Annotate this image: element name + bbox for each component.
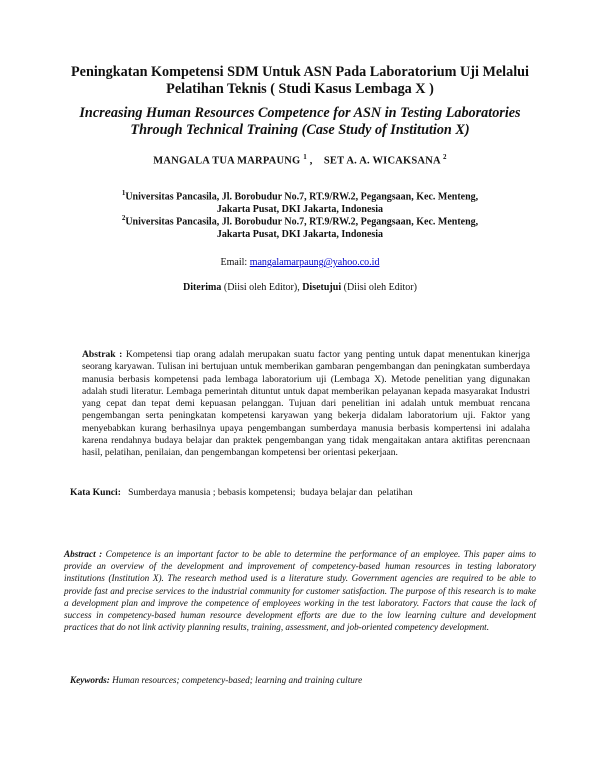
abstract-text: Competence is an important factor to be able to determine the performance of an employee. This paper aims to provide an overview of the development and improvement of competency-based human resources in testing laboratory institutions (Institution X). The research method used is a literature study. Government agencies are required to be able to provide fast and precise services to the industrial community for customer satisfaction. The purpose of this research is to make a development plan and improve the competence of employees working in the test laboratory. Factors that cause the lack of success in competency-based human resource development efforts are due to the low learning culture and development practices that do not link activity planning results, training, assessment, and job-oriented competency development.	[64, 549, 536, 633]
title-indonesian	[60, 64, 540, 98]
affiliation-2-line2: Jakarta Pusat, DKI Jakarta, Indonesia	[216, 229, 384, 241]
title-english-line2: Through Technical Training (Case Study of Institution X)	[130, 122, 470, 138]
email-line	[0, 257, 600, 268]
abstract-paragraph	[64, 548, 536, 633]
affiliation-1-line2: Jakarta Pusat, DKI Jakarta, Indonesia	[216, 204, 384, 216]
abstrak-label: Abstrak :	[82, 349, 126, 360]
abstract-label: Abstract :	[64, 549, 106, 559]
author-separator: ,	[306, 155, 324, 167]
affiliation-1-line1: Universitas Pancasila, Jl. Borobudur No.7, RT.9/RW.2, Pegangsaan, Kec. Menteng,	[125, 191, 479, 203]
title-english-line1: Increasing Human Resources Competence for ASN in Testing Laboratories	[79, 105, 521, 121]
dates-line	[0, 282, 600, 293]
kata-kunci-text: Sumberdaya manusia ; bebasis kompetensi; budaya belajar dan pelatihan	[123, 487, 413, 498]
kata-kunci-line	[70, 487, 530, 498]
email-label: Email:	[220, 257, 250, 268]
affiliation-2-line1: Universitas Pancasila, Jl. Borobudur No.7, RT.9/RW.2, Pegangsaan, Kec. Menteng,	[125, 216, 479, 228]
keywords-text: Human resources; competency-based; learning and training culture	[112, 675, 363, 685]
affiliation-2	[0, 212, 600, 241]
title-indonesian-line1: Peningkatan Kompetensi SDM Untuk ASN Pada Laboratorium Uji Melalui	[71, 64, 529, 80]
author-1: MANGALA TUA MARPAUNG	[153, 155, 301, 167]
abstrak-text: Kompetensi tiap orang adalah merupakan suatu factor yang penting untuk dapat menentukan kinerjga seorang karyawan. Tulisan ini bertujuan untuk memberikan gambaran pengembangan dan peningkatan sumberdaya manusia berbasis kompetensi pada lembaga laboratorium uji (Lembaga X). Metode penelitian yang digunakan adalah studi literatur. Lembaga pemerintah dituntut untuk dapat memberikan pelayanan kepada masyarakat Industri yang cepat dan tepat demi kepuasan pelanggan. Tujuan dari penelitian ini adalah untuk membuat rencana pengembangan serta peningkatan kompetensi karyawan yang bekerja didalam laboratorium uji. Faktor yang menyebabkan kurang berhasilnya upaya pengembangan sumberdaya manusia berbasis kompertensi ini adalaha karena rendahnya budaya belajar dan praktek pengembangan yang tidak mengaitakan antara aktifitas perencnaan hasil, pelatihan, penilaian, dan pengembangan kompetensi ber orientasi pekerjaan.	[82, 349, 530, 459]
title-english	[60, 105, 540, 139]
affiliation-2-sup: 2	[121, 214, 126, 222]
diterima-label: Diterima	[183, 282, 222, 293]
affiliation-1-sup: 1	[121, 189, 126, 197]
disetujui-value: (Diisi oleh Editor)	[341, 282, 417, 293]
author-1-sup: 1	[303, 153, 307, 161]
disetujui-label: Disetujui	[302, 282, 342, 293]
kata-kunci-label: Kata Kunci:	[70, 487, 124, 498]
keywords-line	[70, 675, 530, 685]
author-2: SET A. A. WICAKSANA	[323, 155, 441, 167]
author-2-sup: 2	[443, 153, 447, 161]
title-indonesian-line2: Pelatihan Teknis ( Studi Kasus Lembaga X )	[166, 81, 434, 97]
email-link[interactable]: mangalamarpaung@yahoo.co.id	[249, 257, 380, 268]
abstrak-paragraph	[82, 349, 530, 460]
keywords-label: Keywords:	[70, 675, 113, 685]
author-line	[0, 153, 600, 167]
diterima-value: (Diisi oleh Editor),	[221, 282, 303, 293]
